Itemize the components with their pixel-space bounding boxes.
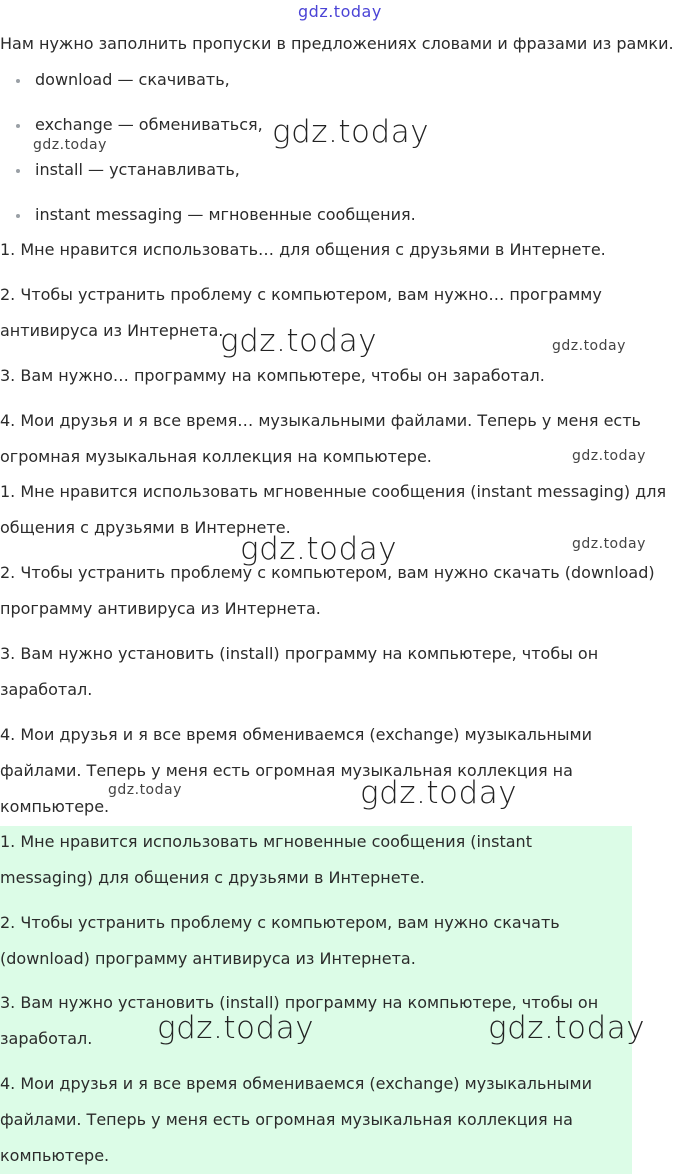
header-watermark: gdz.today bbox=[298, 2, 382, 21]
answer-sentence-1-line-1: 1. Мне нравится использовать мгновенные сообщения (instant messaging) для bbox=[0, 482, 667, 501]
highlight-sentence-4-line-2: файлами. Теперь у меня есть огромная музыкальная коллекция на bbox=[0, 1110, 573, 1129]
answer-sentence-1-line-2: общения с друзьями в Интернете. bbox=[0, 518, 291, 537]
highlight-sentence-1-line-2: messaging) для общения с друзьями в Интернете. bbox=[0, 868, 425, 887]
answer-sentence-4-line-1: 4. Мои друзья и я все время обмениваемся (exchange) музыкальными bbox=[0, 725, 592, 744]
highlight-sentence-2-line-1: 2. Чтобы устранить проблему с компьютером, вам нужно скачать bbox=[0, 913, 560, 932]
watermark: gdz.today bbox=[552, 338, 626, 354]
watermark: gdz.today bbox=[157, 1010, 315, 1046]
answer-sentence-4-line-2: файлами. Теперь у меня есть огромная музыкальная коллекция на bbox=[0, 761, 573, 780]
highlight-sentence-1-line-1: 1. Мне нравится использовать мгновенные сообщения (instant bbox=[0, 832, 532, 851]
answer-sentence-3-line-1: 3. Вам нужно установить (install) программу на компьютере, чтобы он bbox=[0, 644, 599, 663]
task-sentence-4-line-2: огромная музыкальная коллекция на компьютере. bbox=[0, 447, 432, 466]
watermark: gdz.today bbox=[240, 531, 398, 567]
bullet-icon bbox=[16, 214, 20, 218]
watermark: gdz.today bbox=[108, 782, 182, 798]
highlight-sentence-3-line-1: 3. Вам нужно установить (install) программу на компьютере, чтобы он bbox=[0, 993, 599, 1012]
watermark: gdz.today bbox=[272, 114, 430, 150]
answer-sentence-2-line-2: программу антивируса из Интернета. bbox=[0, 599, 321, 618]
answer-sentence-2-line-1: 2. Чтобы устранить проблему с компьютером, вам нужно скачать (download) bbox=[0, 563, 655, 582]
task-sentence-2-line-1: 2. Чтобы устранить проблему с компьютером, вам нужно… программу bbox=[0, 285, 602, 304]
task-sentence-1: 1. Мне нравится использовать… для общения с друзьями в Интернете. bbox=[0, 240, 606, 259]
task-sentence-2-line-2: антивируса из Интернета. bbox=[0, 321, 224, 340]
watermark: gdz.today bbox=[572, 536, 646, 552]
highlight-sentence-2-line-2: (download) программу антивируса из Интернета. bbox=[0, 949, 416, 968]
watermark: gdz.today bbox=[220, 323, 378, 359]
highlight-sentence-3-line-2: заработал. bbox=[0, 1029, 93, 1048]
bullet-icon bbox=[16, 79, 20, 83]
task-sentence-4-line-1: 4. Мои друзья и я все время… музыкальными файлами. Теперь у меня есть bbox=[0, 411, 641, 430]
watermark: gdz.today bbox=[33, 137, 107, 153]
highlight-sentence-4-line-3: компьютере. bbox=[0, 1146, 110, 1165]
watermark: gdz.today bbox=[360, 775, 518, 811]
word-list-item: download — скачивать, bbox=[18, 62, 230, 98]
watermark: gdz.today bbox=[572, 448, 646, 464]
answer-sentence-4-line-3: компьютере. bbox=[0, 797, 110, 816]
task-sentence-3: 3. Вам нужно… программу на компьютере, чтобы он заработал. bbox=[0, 366, 545, 385]
word-list-item: exchange — обмениваться, bbox=[18, 107, 263, 143]
word-list-item: install — устанавливать, bbox=[18, 152, 240, 188]
bullet-icon bbox=[16, 124, 20, 128]
intro-text: Нам нужно заполнить пропуски в предложениях словами и фразами из рамки. bbox=[0, 34, 674, 53]
bullet-icon bbox=[16, 169, 20, 173]
watermark: gdz.today bbox=[488, 1010, 646, 1046]
highlight-sentence-4-line-1: 4. Мои друзья и я все время обмениваемся (exchange) музыкальными bbox=[0, 1074, 592, 1093]
answer-sentence-3-line-2: заработал. bbox=[0, 680, 93, 699]
word-list-item: instant messaging — мгновенные сообщения. bbox=[18, 197, 416, 233]
